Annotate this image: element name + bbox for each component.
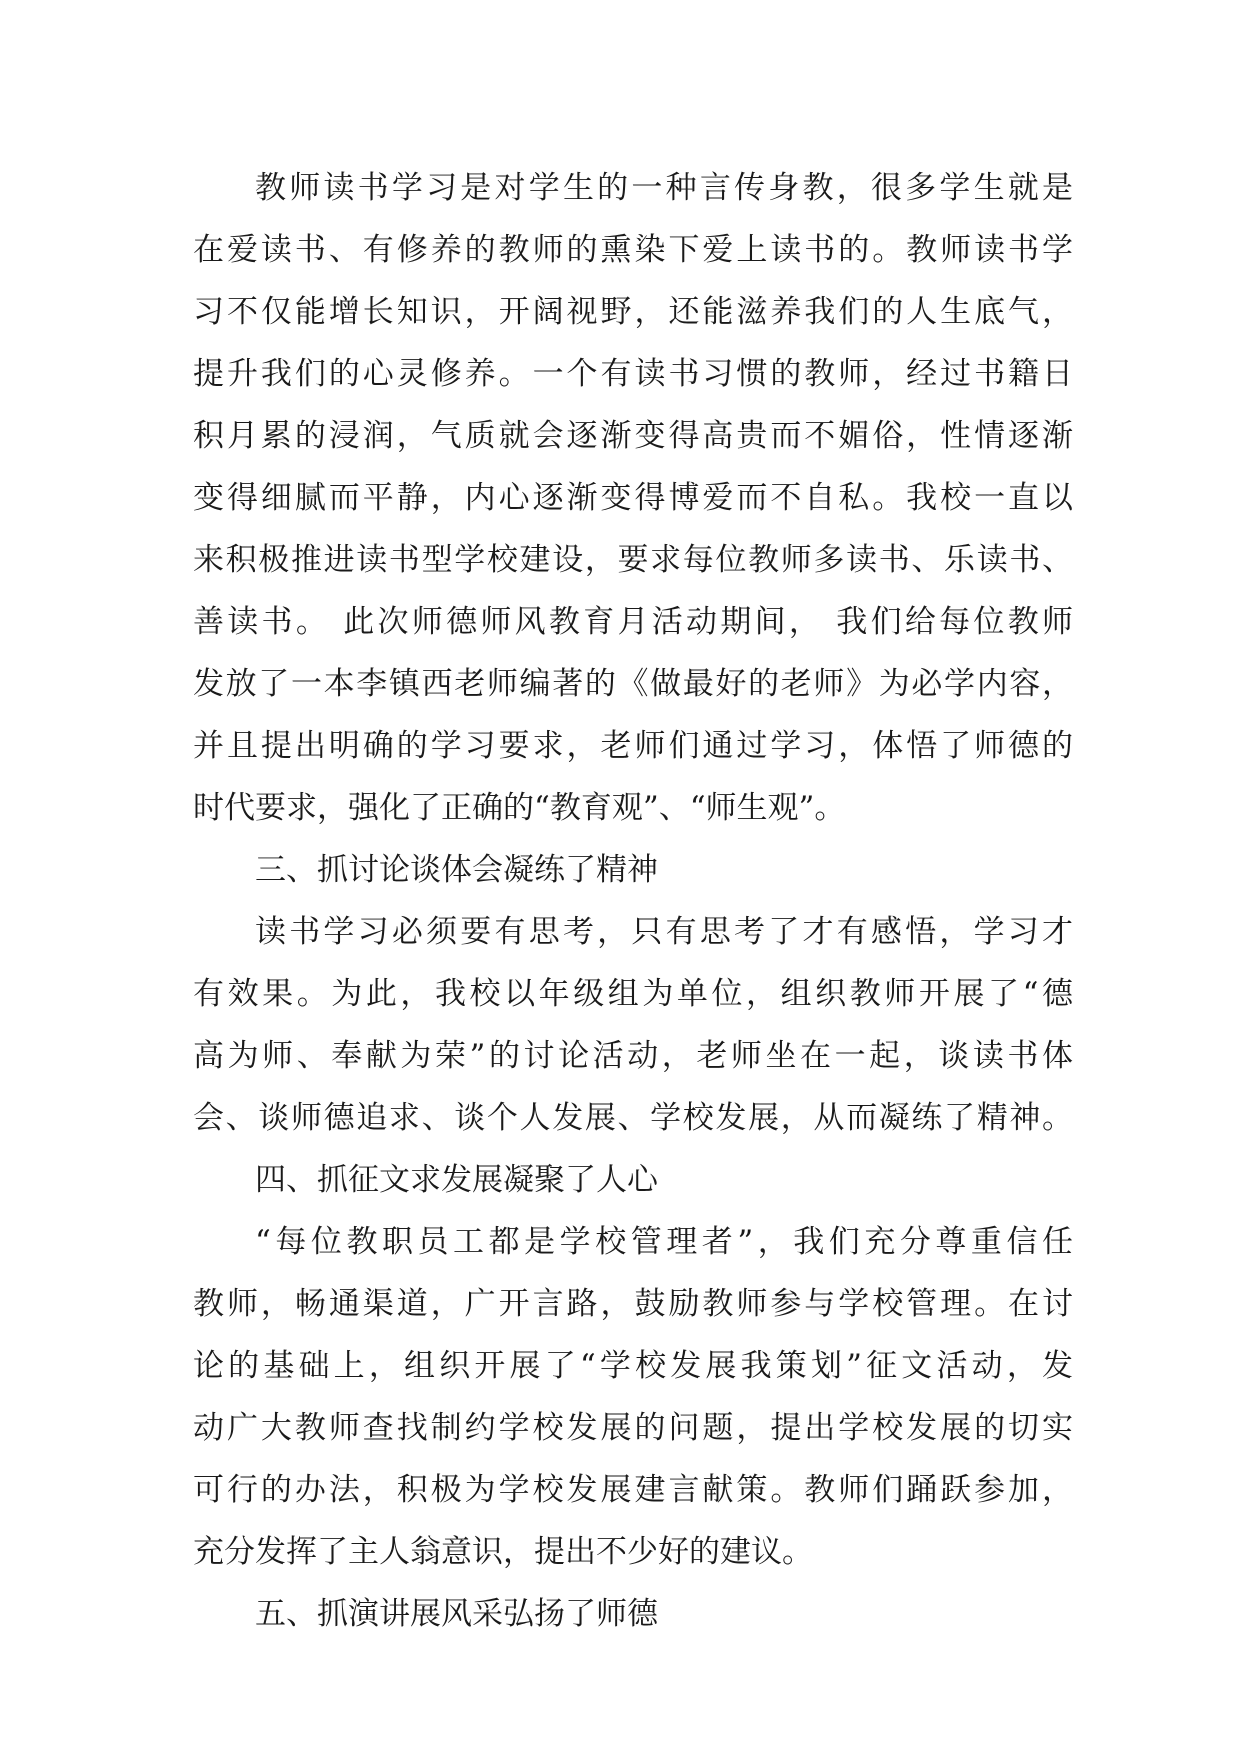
text-line: 并且提出明确的学习要求，老师们通过学习，体悟了师德的: [193, 728, 1073, 764]
text-line: 时代要求，强化了正确的“教育观”、“师生观”。: [193, 790, 846, 826]
section-heading-4: [193, 1149, 1073, 1211]
section-heading-5: [193, 1583, 1073, 1645]
heading-line: 四、抓征文求发展凝聚了人心: [255, 1162, 658, 1198]
text-line: 善读书。 此次师德师风教育月活动期间， 我们给每位教师: [193, 604, 1073, 640]
text-line: 论的基础上，组织开展了“学校发展我策划”征文活动，发: [193, 1348, 1073, 1384]
text-line: 有效果。为此，我校以年级组为单位，组织教师开展了“德: [193, 976, 1073, 1012]
text-line: 教师，畅通渠道，广开言路，鼓励教师参与学校管理。在讨: [193, 1286, 1073, 1322]
text-line: 读书学习必须要有思考，只有思考了才有感悟，学习才: [255, 914, 1073, 950]
text-line: 在爱读书、有修养的教师的熏染下爱上读书的。教师读书学: [193, 232, 1073, 268]
text-line: 动广大教师查找制约学校发展的问题，提出学校发展的切实: [193, 1410, 1073, 1446]
text-line: 可行的办法，积极为学校发展建言献策。教师们踊跃参加，: [193, 1472, 1073, 1508]
paragraph-essay: [193, 1211, 1073, 1583]
text-line: 变得细腻而平静，内心逐渐变得博爱而不自私。我校一直以: [193, 480, 1073, 516]
text-line: 习不仅能增长知识，开阔视野，还能滋养我们的人生底气，: [193, 294, 1073, 330]
text-line: 来积极推进读书型学校建设，要求每位教师多读书、乐读书、: [193, 542, 1073, 578]
text-line: 高为师、奉献为荣”的讨论活动，老师坐在一起，谈读书体: [193, 1038, 1073, 1074]
text-line: “每位教职员工都是学校管理者”，我们充分尊重信任: [255, 1224, 1073, 1260]
text-line: 提升我们的心灵修养。一个有读书习惯的教师，经过书籍日: [193, 356, 1073, 392]
heading-line: 三、抓讨论谈体会凝练了精神: [255, 852, 658, 888]
heading-line: 五、抓演讲展风采弘扬了师德: [255, 1596, 658, 1632]
text-line: 教师读书学习是对学生的一种言传身教，很多学生就是: [255, 170, 1073, 206]
document-body: [193, 157, 1073, 1645]
paragraph-discussion: [193, 901, 1073, 1149]
text-line: 充分发挥了主人翁意识，提出不少好的建议。: [193, 1534, 813, 1570]
text-line: 积月累的浸润，气质就会逐渐变得高贵而不媚俗，性情逐渐: [193, 418, 1073, 454]
text-line: 会、谈师德追求、谈个人发展、学校发展，从而凝练了精神。: [193, 1100, 1073, 1136]
section-heading-3: [193, 839, 1073, 901]
paragraph-reading: [193, 157, 1073, 839]
text-line: 发放了一本李镇西老师编著的《做最好的老师》为必学内容，: [193, 666, 1073, 702]
